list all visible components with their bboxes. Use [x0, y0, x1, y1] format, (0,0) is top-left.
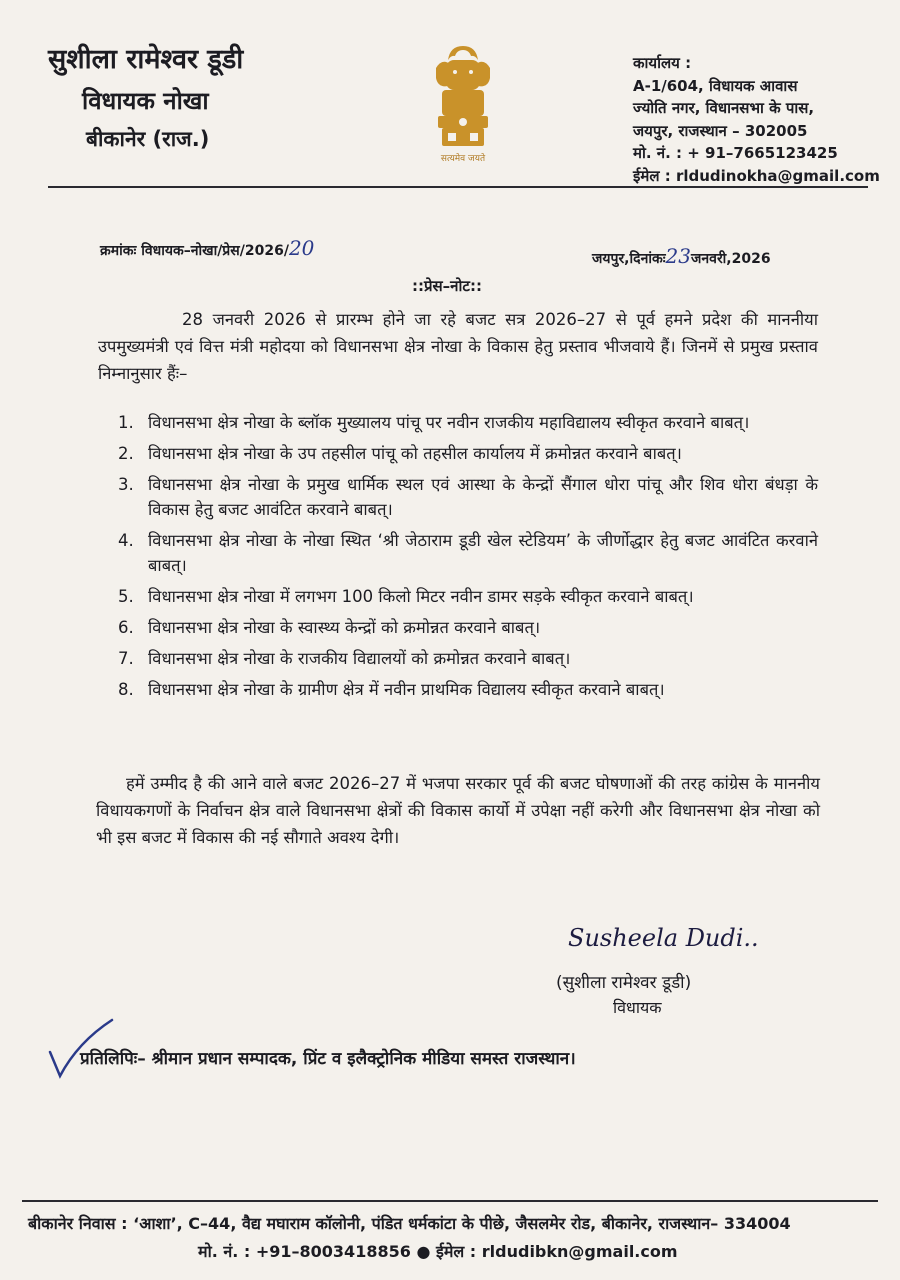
- bullet-icon: ●: [416, 1242, 436, 1261]
- footer-contact: [198, 1240, 678, 1262]
- intro-paragraph: [98, 306, 818, 387]
- list-item: [118, 528, 818, 578]
- office-line1: A-1/604, विधायक आवास: [633, 76, 798, 95]
- reference-number-handwritten: 20: [288, 236, 315, 260]
- list-item: [118, 410, 818, 435]
- list-item-number: 5.: [118, 587, 134, 606]
- press-note-title: ::प्रेस–नोट::: [412, 277, 482, 295]
- reference-number: [100, 236, 314, 260]
- footer-divider: [22, 1200, 878, 1202]
- list-item-text: विधानसभा क्षेत्र नोखा के राजकीय विद्यालयों को क्रमोन्नत करवाने बाबत्।: [148, 649, 571, 668]
- signature-text: Susheela Dudi..: [568, 924, 759, 952]
- list-item: [118, 441, 818, 466]
- mla-name: सुशीला रामेश्वर डूडी: [48, 44, 244, 75]
- list-item: [118, 615, 818, 640]
- proposal-list: [118, 410, 818, 708]
- list-item-text: विधानसभा क्षेत्र नोखा के उप तहसील पांचू को तहसील कार्यालय में क्रमोन्नत करवाने बाबत्।: [148, 444, 682, 463]
- list-item: [118, 677, 818, 702]
- signatory-post: विधायक: [613, 998, 662, 1017]
- header-divider: [48, 186, 868, 188]
- emblem-motto: सत्यमेव जयते: [440, 154, 486, 164]
- signatory-name: (सुशीला रामेश्वर डूडी): [556, 973, 692, 993]
- intro-text: 28 जनवरी 2026 से प्रारम्भ होने जा रहे बजट सत्र 2026–27 से पूर्व हमने प्रदेश की माननीया उपमुख्यमंत्री एवं वित्त मंत्री महोदया को विधानसभा क्षेत्र नोखा के विकास हेतु प्रस्ताव भीजवाये हैं। जिनमें से प्रमुख प्रस्ताव निम्नानुसार हैंः–: [98, 310, 818, 383]
- state-emblem-icon: [424, 40, 502, 166]
- list-item-number: 8.: [118, 680, 134, 699]
- list-item: [118, 584, 818, 609]
- footer-email[interactable]: ईमेल : rldudibkn@gmail.com: [435, 1242, 678, 1261]
- office-phone: मो. नं. : + 91–7665123425: [633, 144, 838, 162]
- office-line2: ज्योति नगर, विधानसभा के पास,: [633, 99, 815, 117]
- date-suffix: जनवरी,2026: [691, 251, 771, 267]
- list-item-number: 3.: [118, 475, 134, 494]
- closing-text: हमें उम्मीद है की आने वाले बजट 2026–27 में भजपा सरकार पूर्व की बजट घोषणाओं की तरह कांग्रेस के माननीय विधायकगणों के निर्वाचन क्षेत्र वाले विधानसभा क्षेत्रों की विकास कार्यो में उपेक्षा नहीं करेगी और विधानसभा क्षेत्र नोखा को भी इस बजट में विकास की नई सौगाते अवश्य देगी।: [96, 774, 820, 847]
- list-item-text: विधानसभा क्षेत्र नोखा के स्वास्थ्य केन्द्रों को क्रमोन्नत करवाने बाबत्।: [148, 618, 541, 637]
- signature-handwritten: [566, 918, 766, 958]
- list-item-text: विधानसभा क्षेत्र नोखा के नोखा स्थित ‘श्री जेठाराम डूडी खेल स्टेडियम’ के जीर्णोद्धार हेतु बजट आवंटित करवाने बाबत्।: [148, 531, 818, 575]
- closing-paragraph: [96, 770, 820, 851]
- date-prefix: जयपुर,दिनांकः: [592, 251, 666, 267]
- list-item: [118, 646, 818, 671]
- office-address: [633, 52, 880, 187]
- list-item: [118, 472, 818, 522]
- list-item-number: 6.: [118, 618, 134, 637]
- date-day-handwritten: 23: [665, 244, 691, 268]
- list-item-number: 1.: [118, 413, 134, 432]
- list-item-text: विधानसभा क्षेत्र नोखा में लगभग 100 किलो मिटर नवीन डामर सड़के स्वीकृत करवाने बाबत्।: [148, 587, 694, 606]
- list-item-number: 4.: [118, 531, 134, 550]
- list-item-number: 2.: [118, 444, 134, 463]
- office-line3: जयपुर, राजस्थान – 302005: [633, 121, 808, 140]
- list-item-text: विधानसभा क्षेत्र नोखा के ग्रामीण क्षेत्र में नवीन प्राथमिक विद्यालय स्वीकृत करवाने बाबत्।: [148, 680, 665, 699]
- office-email[interactable]: ईमेल : rldudinokha@gmail.com: [633, 166, 880, 185]
- mla-place: बीकानेर (राज.): [86, 127, 210, 151]
- office-label: कार्यालय :: [633, 54, 692, 72]
- footer-phone: मो. नं. : +91–8003418856: [198, 1242, 411, 1261]
- list-item-text: विधानसभा क्षेत्र नोखा के प्रमुख धार्मिक स्थल एवं आस्था के केन्द्रों सैंगाल धोरा पांचू और शिव धोरा बंधड़ा के विकास हेतु बजट आवंटित करवाने बाबत्।: [148, 475, 818, 519]
- list-item-number: 7.: [118, 649, 134, 668]
- mla-post: विधायक नोखा: [82, 87, 209, 115]
- letter-date: [592, 244, 771, 268]
- copy-to: प्रतिलिपिः– श्रीमान प्रधान सम्पादक, प्रिंट व इलैक्ट्रोनिक मीडिया समस्त राजस्थान।: [80, 1049, 576, 1069]
- footer-address: बीकानेर निवास : ‘आशा’, C–44, वैद्य मघाराम कॉलोनी, पंडित धर्मकांटा के पीछे, जैसलमेर रोड, बीकानेर, राजस्थान– 334004: [28, 1214, 791, 1233]
- reference-prefix: क्रमांकः विधायक–नोखा/प्रेस/2026/: [100, 243, 289, 259]
- list-item-text: विधानसभा क्षेत्र नोखा के ब्लॉक मुख्यालय पांचू पर नवीन राजकीय महाविद्यालय स्वीकृत करवाने बाबत्।: [148, 413, 750, 432]
